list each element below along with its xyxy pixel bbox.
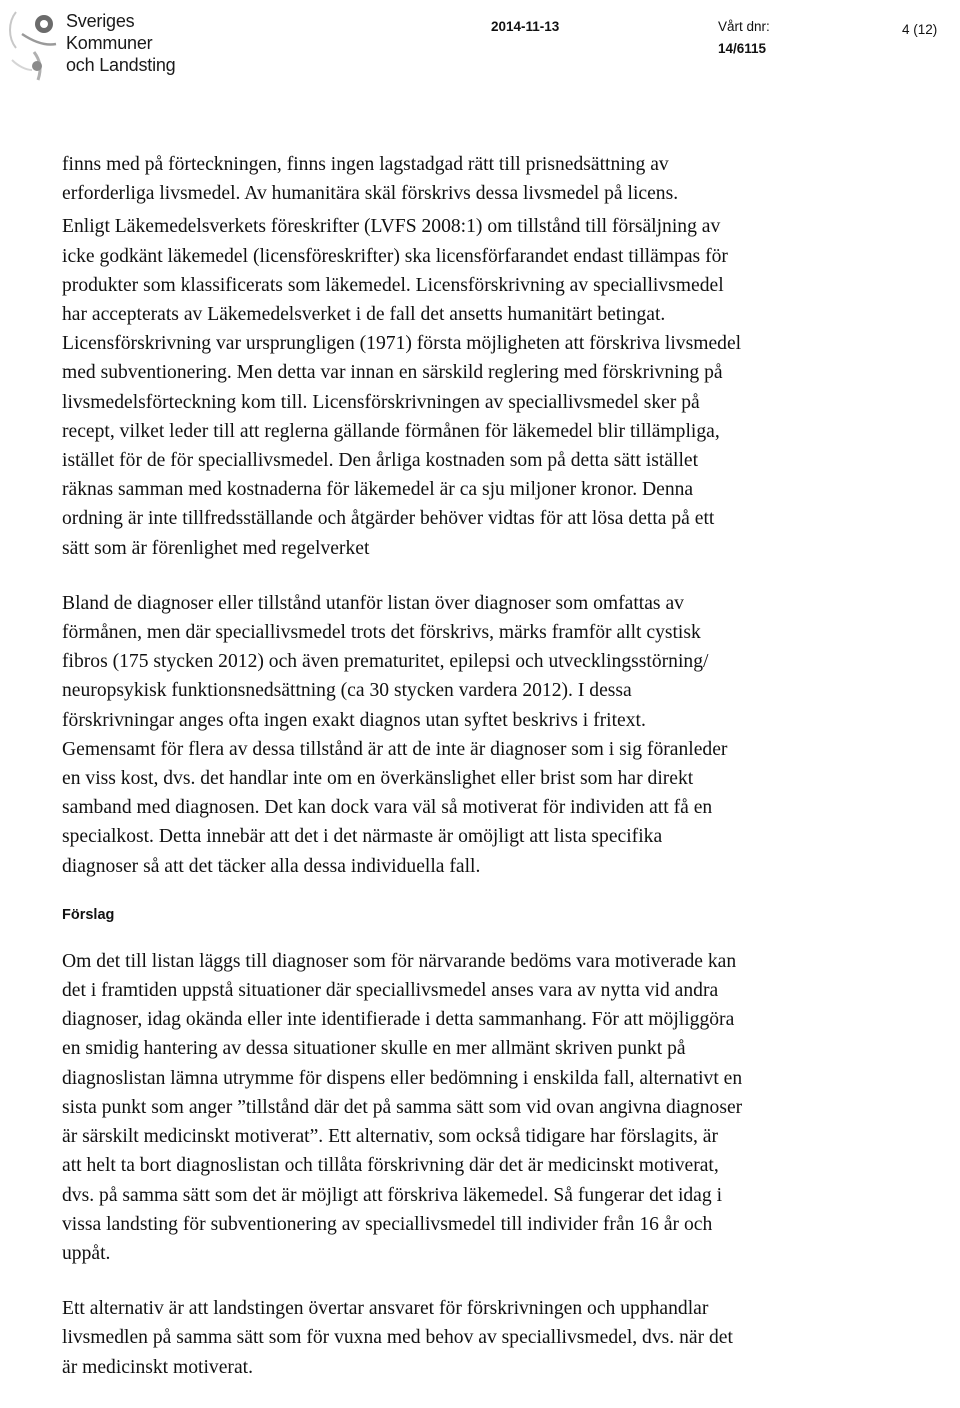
paragraph-2 [62, 212, 902, 562]
text-line: diagnoslistan lämna utrymme för dispens eller bedömning i enskilda fall, alternativt en [62, 1067, 743, 1089]
text-line: förskrivningar anges ofta ingen exakt diagnos utan syftet beskrivs i fritext. [62, 709, 646, 731]
section-heading: Förslag [62, 906, 115, 923]
paragraph-5 [62, 1294, 902, 1382]
text-line: att helt ta bort diagnoslistan och tillåta förskrivning där det är medicinskt motiverat, [62, 1155, 719, 1177]
text-line: Ett alternativ är att landstingen övertar ansvaret för förskrivningen och upphandlar [62, 1298, 709, 1320]
text-line: neuropsykisk funktionsnedsättning (ca 30 stycken vardera 2012). I dessa [62, 680, 632, 702]
text-line: diagnoser, idag okända eller inte identifierade i detta sammanhang. För att möjliggöra [62, 1009, 735, 1031]
text-line: produkter som klassificerats som läkemedel. Licensförskrivning av speciallivsmedel [62, 274, 724, 296]
text-line: samband med diagnosen. Det kan dock vara väl så motiverat för individen att få en [62, 797, 713, 819]
text-line: vissa landsting för subventionering av speciallivsmedel till individer från 16 år och [62, 1213, 713, 1235]
text-line: Om det till listan läggs till diagnoser som för närvarande bedöms vara motiverade kan [62, 950, 737, 972]
text-line: fibros (175 stycken 2012) och även prematuritet, epilepsi och utvecklingsstörning/ [62, 651, 709, 673]
text-line: Gemensamt för flera av dessa tillstånd är att de inte är diagnoser som i sig föranleder [62, 738, 728, 760]
text-line: det i framtiden uppstå situationer där speciallivsmedel anses vara av nytta vid andra [62, 980, 719, 1002]
text-line: ordning är inte tillfredsställande och åtgärder behöver vidtas för att lösa detta på ett [62, 508, 715, 530]
document-header [0, 0, 960, 100]
reference-label: Vårt dnr: [718, 19, 770, 34]
text-line: sätt som är förenlighet med regelverket [62, 537, 370, 559]
text-line: Licensförskrivning var ursprungligen (1971) första möjligheten att förskriva livsmedel [62, 333, 742, 355]
org-line-1: Sveriges [66, 11, 135, 31]
text-line: Bland de diagnoser eller tillstånd utanför listan över diagnoser som omfattas av [62, 592, 684, 614]
organization-logo [4, 4, 62, 86]
text-line: Enligt Läkemedelsverkets föreskrifter (LVFS 2008:1) om tillstånd till försäljning av [62, 216, 721, 238]
text-line: istället för de för speciallivsmedel. Den årliga kostnaden som på detta sätt istället [62, 450, 699, 472]
document-date: 2014-11-13 [491, 19, 560, 34]
page-number: 4 (12) [902, 22, 938, 37]
text-line: en smidig hantering av dessa situationer skulle en mer allmänt skriven punkt på [62, 1038, 686, 1060]
text-line: med subventionering. Men detta var innan en särskild reglering med förskrivning på [62, 362, 723, 384]
text-line: livsmedlen på samma sätt som för vuxna med behov av speciallivsmedel, dvs. när det [62, 1327, 733, 1349]
text-line: dvs. på samma sätt som det är möjligt att förskriva läkemedel. Så fungerar det idag i [62, 1184, 723, 1206]
text-line: livsmedelsförteckning kom till. Licensförskrivningen av speciallivsmedel sker på [62, 391, 700, 413]
document-body [62, 150, 902, 1408]
text-line: sista punkt som anger ”tillstånd där det på samma sätt som vid ovan angivna diagnoser [62, 1096, 743, 1118]
paragraph-1 [62, 150, 902, 208]
paragraph-3 [62, 589, 902, 881]
org-line-2: Kommuner [66, 33, 153, 53]
text-line: har accepterats av Läkemedelsverket i de fall det ansetts humanitärt betingat. [62, 304, 666, 326]
text-line: finns med på förteckningen, finns ingen lagstadgad rätt till prisnedsättning av [62, 154, 669, 175]
text-line: är medicinskt motiverat. [62, 1356, 253, 1378]
text-line: är särskilt medicinskt motiverat”. Ett alternativ, som också tidigare har förslagits, är [62, 1126, 719, 1148]
text-line: en viss kost, dvs. det handlar inte om en överkänslighet eller brist som har direkt [62, 768, 694, 790]
text-line: specialkost. Detta innebär att det i det närmaste är omöjligt att lista specifika [62, 826, 663, 848]
text-line: uppåt. [62, 1242, 111, 1264]
text-line: förmånen, men där speciallivsmedel trots det förskrivs, märks framför allt cystisk [62, 622, 701, 644]
paragraph-4 [62, 947, 902, 1268]
organization-name [66, 10, 176, 76]
text-line: diagnoser så att det täcker alla dessa individuella fall. [62, 855, 481, 877]
text-line: recept, vilket leder till att reglerna gällande förmånen för läkemedel blir tillämpliga, [62, 420, 720, 442]
org-line-3: och Landsting [66, 55, 176, 75]
reference-number: 14/6115 [718, 41, 767, 56]
text-line: icke godkänt läkemedel (licensföreskrifter) ska licensförfarandet endast tillämpas för [62, 245, 728, 267]
text-line: räknas samman med kostnaderna för läkemedel är ca sju miljoner kronor. Denna [62, 479, 694, 501]
text-line: erforderliga livsmedel. Av humanitära skäl förskrivs dessa livsmedel på licens. [62, 183, 679, 205]
